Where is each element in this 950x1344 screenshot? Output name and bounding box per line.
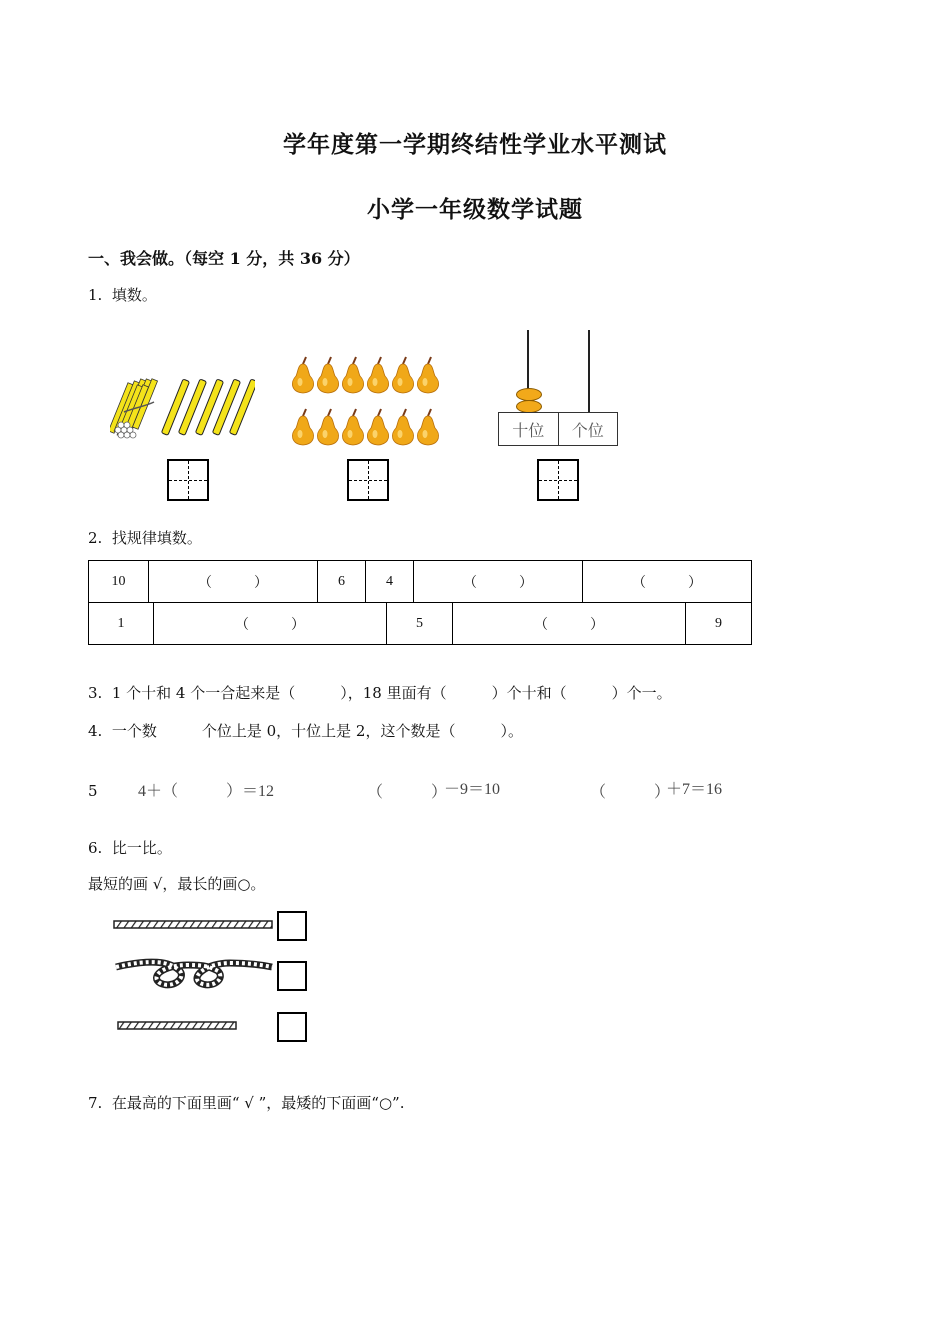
section-heading: 一、我会做。（每空 1 分，共 36 分）	[88, 249, 360, 268]
pattern-cell: 6	[318, 561, 366, 602]
answer-box-abacus[interactable]	[537, 459, 579, 501]
pattern-blank[interactable]: （ ）	[414, 561, 583, 602]
rope-2-answer-box[interactable]	[277, 961, 307, 991]
pattern-row-1	[89, 561, 751, 602]
equation-1: 4＋（ ）＝12	[138, 783, 275, 800]
pattern-blank[interactable]: （ ）	[149, 561, 318, 602]
pattern-cell: 4	[366, 561, 414, 602]
question-3: 3. 1 个十和 4 个一合起来是（ ），18 里面有（ ）个十和（ ）个一。	[88, 684, 672, 702]
pattern-blank[interactable]: （ ）	[154, 603, 387, 644]
pattern-cell: 10	[89, 561, 149, 602]
pattern-cell: 1	[89, 603, 154, 644]
exam-title: 学年度第一学期终结性学业水平测试	[283, 131, 667, 158]
abacus-illustration	[498, 330, 620, 448]
abacus-ones-label: 个位	[571, 420, 604, 440]
abacus-rod-ones	[588, 330, 590, 412]
exam-subtitle: 小学一年级数学试题	[367, 196, 583, 223]
pattern-blank[interactable]: （ ）	[453, 603, 686, 644]
sticks-illustration	[110, 372, 255, 444]
question-4: 4. 一个数 个位上是 0，十位上是 2，这个数是（ ）。	[88, 722, 523, 740]
ropes-illustration	[110, 905, 280, 1045]
equation-2: －9＝10	[444, 781, 501, 798]
pears-illustration	[290, 350, 442, 450]
question-5-label: 5	[88, 782, 98, 800]
pattern-table	[88, 560, 752, 645]
pattern-row-2	[89, 602, 751, 644]
question-1-label: 1. 填数。	[88, 286, 157, 304]
equation-3-blank[interactable]: （ ）	[590, 784, 671, 801]
rope-straight-short-icon	[118, 1022, 236, 1029]
abacus-tens-label: 十位	[499, 413, 559, 445]
rope-3-answer-box[interactable]	[277, 1012, 307, 1042]
equation-3: ＋7＝16	[666, 781, 723, 798]
rope-looped-icon	[116, 962, 272, 985]
question-7: 7. 在最高的下面里画“ √ ”，最矮的下面画“○”.	[88, 1094, 405, 1112]
pattern-cell: 9	[715, 615, 722, 631]
abacus-base	[498, 412, 618, 446]
pattern-cell: 5	[387, 603, 453, 644]
question-6-instruction: 最短的画 √，最长的画○。	[88, 875, 266, 893]
answer-box-pears[interactable]	[347, 459, 389, 501]
pattern-blank[interactable]: （ ）	[632, 575, 702, 591]
question-6-label: 6. 比一比。	[88, 839, 172, 857]
rope-1-answer-box[interactable]	[277, 911, 307, 941]
answer-box-sticks[interactable]	[167, 459, 209, 501]
single-sticks-icon	[161, 379, 255, 435]
pear-icon-row-2	[292, 409, 438, 445]
equation-2-blank[interactable]: （ ）	[367, 784, 448, 801]
stick-bundle-icon	[110, 379, 158, 438]
question-2-label: 2. 找规律填数。	[88, 529, 202, 547]
rope-straight-long-icon	[114, 921, 272, 928]
pear-icon-row-1	[292, 357, 438, 393]
